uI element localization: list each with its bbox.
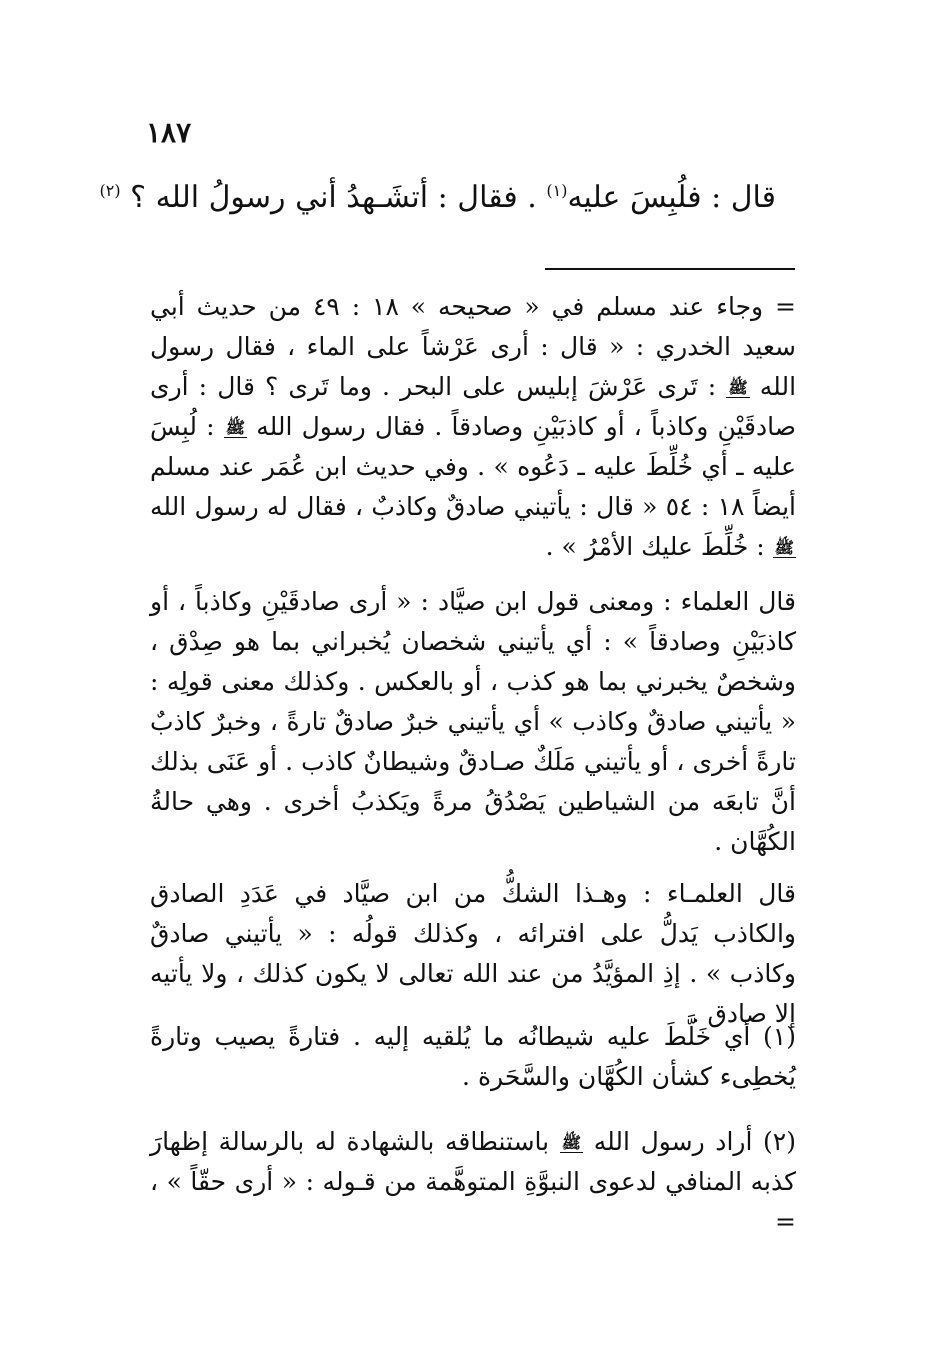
honorific-mark: ﷺ <box>774 538 794 557</box>
para1-part-b: : تَرى عَرْشَ إبليس على البحر . وما تَرى ؟ قال : أرى صادقَيْنِ وكاذباً ، أو كاذبَيْنِ وصادقاً . فقال رسول الله <box>150 372 796 441</box>
honorific-mark: ﷺ <box>561 1133 582 1152</box>
honorific-mark: ﷺ <box>225 418 246 437</box>
footnote-separator-rule <box>545 268 795 270</box>
footnote-mark-2: (٢) <box>99 181 121 200</box>
para1-part-a: = وجاء عند مسلم في « صحيحه » ١٨ : ٤٩ من حديث أبي سعيد الخدري : « قال : أرى عَرْشاً على الماء ، فقال رسول الله <box>150 292 797 401</box>
main-text-line <box>99 180 776 215</box>
footnote-2 <box>150 1122 796 1242</box>
footnote-1: (١) أي خَلَّطَ عليه شيطانُه ما يُلقيه إليه . فتارةً يصيب وتارةً يُخطِىء كشأن الكُهَّان والسَّحَرة . <box>150 1022 796 1091</box>
footnote-mark-1: (١) <box>546 181 568 200</box>
footnote-continuation-paragraph <box>150 287 796 567</box>
scholars-doubt-paragraph: قال العلمـاء : وهـذا الشكُّ من ابن صيَّاد في عَدَدِ الصادق والكاذب يَدلُّ على افترائه ، وكذلك قولُه : « يأتيني صادقٌ وكاذب » . إذِ المؤيَّدُ من عند الله تعالى لا يكون كذلك ، ولا يأتيه إلا صادق . <box>150 879 796 1028</box>
scholars-explanation-paragraph: قال العلماء : ومعنى قول ابن صيَّاد : « أرى صادقَيْنِ وكاذباً ، أو كاذبَيْنِ وصادقاً » : أي يأتيني شخصان يُخبراني بما هو صِدْق ، وشخصٌ يخبرني بما هو كذب ، أو بالعكس . وكذلك معنى قولِه : « يأتيني صادقٌ وكاذب » أي يأتيني خبرٌ صادقٌ تارةً ، وخبرٌ كاذبٌ تارةً أخرى ، أو يأتيني مَلَكٌ صـادقٌ وشيطانٌ كاذب . أو عَنَى بذلك أنَّ تابعَه من الشياطين يَصْدُقُ مرةً ويَكذبُ أخرى . وهي حالةُ الكُهَّان . <box>150 587 796 856</box>
main-line-middle: . فقال : أتشَـهدُ أني رسولُ الله ؟ <box>130 180 537 215</box>
honorific-mark: ﷺ <box>728 378 748 397</box>
para1-part-c: : لُبِسَ عليه ـ أي خُلِّطَ عليه ـ دَعُوه » . وفي حديث ابن عُمَر عند مسلم أيضاً ١٨ : ٥٤ « قال : يأتيني صادقٌ وكاذبٌ ، فقال له رسول الله <box>150 412 796 521</box>
main-line-prefix: قال : فلُبِسَ عليه <box>567 180 776 215</box>
page-number: ١٨٧ <box>146 116 192 149</box>
para1-part-d: : خُلِّطَ عليك الأمْرُ » . <box>545 532 765 561</box>
footnote2-part-b: باستنطاقه بالشهادة له بالرسالة إظهارَ كذبه المنافي لدعوى النبوَّةِ المتوهَّمة من قـوله : « أرى حقّاً » ، = <box>150 1127 796 1236</box>
footnote2-part-a: (٢) أراد رسول الله <box>593 1127 796 1156</box>
